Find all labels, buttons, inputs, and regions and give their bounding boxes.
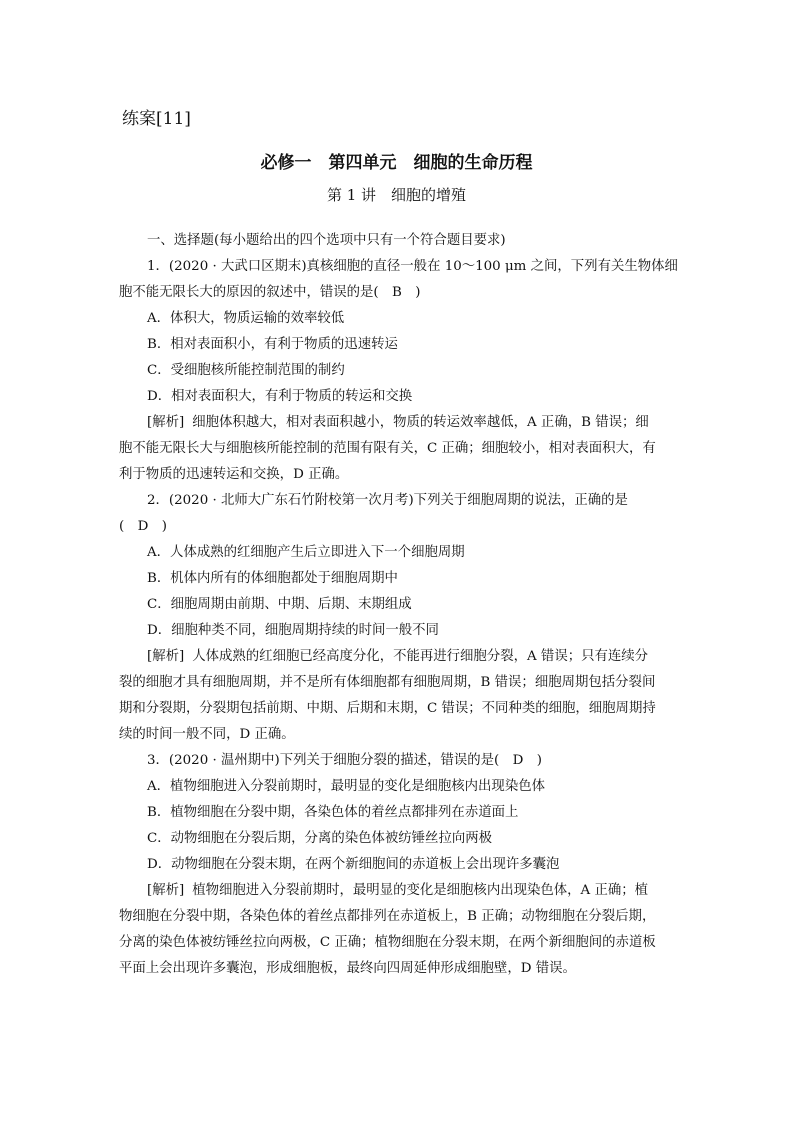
analysis-text: 分离的染色体被纺锤丝拉向两极，C 正确；植物细胞在分裂末期，在两个新细胞间的赤道板 bbox=[119, 935, 656, 950]
analysis-text: 胞不能无限长大与细胞核所能控制的范围有限有关，C 正确；细胞较小，相对表面积大，有 bbox=[119, 441, 656, 456]
option-c: C．细胞周期由前期、中期、后期、末期组成 bbox=[147, 597, 412, 612]
question-block bbox=[119, 488, 679, 748]
section-heading: 一、选择题(每小题给出的四个选项中只有一个符合题目要求) bbox=[147, 233, 506, 248]
option-d: D．相对表面积大，有利于物质的转运和交换 bbox=[147, 389, 413, 404]
analysis-line bbox=[119, 878, 679, 904]
question-stem: ( D ) bbox=[119, 519, 167, 534]
analysis-line bbox=[119, 644, 679, 670]
unit-title: 必修一 第四单元 细胞的生命历程 bbox=[260, 153, 533, 173]
option-b: B．机体内所有的体细胞都处于细胞周期中 bbox=[147, 571, 398, 586]
analysis-text: 人体成熟的红细胞已经高度分化，不能再进行细胞分裂，A 错误；只有连续分 bbox=[192, 649, 649, 664]
question-stem: 1．(2020 · 大武口区期末)真核细胞的直径一般在 10～100 μm 之间，下列有关生物体细 bbox=[147, 259, 678, 274]
option-a: A．植物细胞进入分裂前期时，最明显的变化是细胞核内出现染色体 bbox=[147, 779, 545, 794]
question-block bbox=[119, 254, 679, 488]
option-c: C．动物细胞在分裂后期，分离的染色体被纺锤丝拉向两极 bbox=[147, 831, 493, 846]
question-block bbox=[119, 748, 679, 982]
analysis-text: 裂的细胞才具有细胞周期，并不是所有体细胞都有细胞周期，B 错误；细胞周期包括分裂间 bbox=[119, 675, 656, 690]
option-c: C．受细胞核所能控制范围的制约 bbox=[147, 363, 345, 378]
analysis-tag: [解析] bbox=[147, 883, 185, 898]
option-b: B．相对表面积小，有利于物质的迅速转运 bbox=[147, 337, 398, 352]
question-stem: 胞不能无限长大的原因的叙述中，错误的是( B ) bbox=[119, 285, 421, 300]
option-a: A．人体成熟的红细胞产生后立即进入下一个细胞周期 bbox=[147, 545, 465, 560]
analysis-text: 植物细胞进入分裂前期时，最明显的变化是细胞核内出现染色体，A 正确；植 bbox=[192, 883, 649, 898]
option-b: B．植物细胞在分裂中期，各染色体的着丝点都排列在赤道面上 bbox=[147, 805, 519, 820]
analysis-text: 期和分裂期，分裂期包括前期、中期、后期和末期，C 错误；不同种类的细胞，细胞周期持 bbox=[119, 701, 656, 716]
option-d: D．动物细胞在分裂末期，在两个新细胞间的赤道板上会出现许多囊泡 bbox=[147, 857, 560, 872]
analysis-text: 续的时间一般不同，D 正确。 bbox=[119, 727, 295, 742]
analysis-text: 平面上会出现许多囊泡，形成细胞板，最终向四周延伸形成细胞壁，D 错误。 bbox=[119, 961, 576, 976]
analysis-text: 物细胞在分裂中期，各染色体的着丝点都排列在赤道板上，B 正确；动物细胞在分裂后期， bbox=[119, 909, 656, 924]
exercise-tag: 练案[11] bbox=[122, 109, 191, 129]
question-stem: 2．(2020 · 北师大广东石竹附校第一次月考)下列关于细胞周期的说法，正确的是 bbox=[147, 493, 628, 508]
question-stem: 3．(2020 · 温州期中)下列关于细胞分裂的描述，错误的是( D ) bbox=[147, 753, 542, 768]
analysis-text: 细胞体积越大，相对表面积越小，物质的转运效率越低，A 正确，B 错误；细 bbox=[192, 415, 649, 430]
analysis-text: 利于物质的迅速转运和交换，D 正确。 bbox=[119, 467, 349, 482]
analysis-tag: [解析] bbox=[147, 649, 185, 664]
analysis-line bbox=[119, 410, 679, 436]
analysis-tag: [解析] bbox=[147, 415, 185, 430]
question-content bbox=[119, 228, 679, 982]
option-d: D．细胞种类不同，细胞周期持续的时间一般不同 bbox=[147, 623, 439, 638]
lesson-title: 第 1 讲 细胞的增殖 bbox=[326, 186, 467, 204]
option-a: A．体积大，物质运输的效率较低 bbox=[147, 311, 345, 326]
